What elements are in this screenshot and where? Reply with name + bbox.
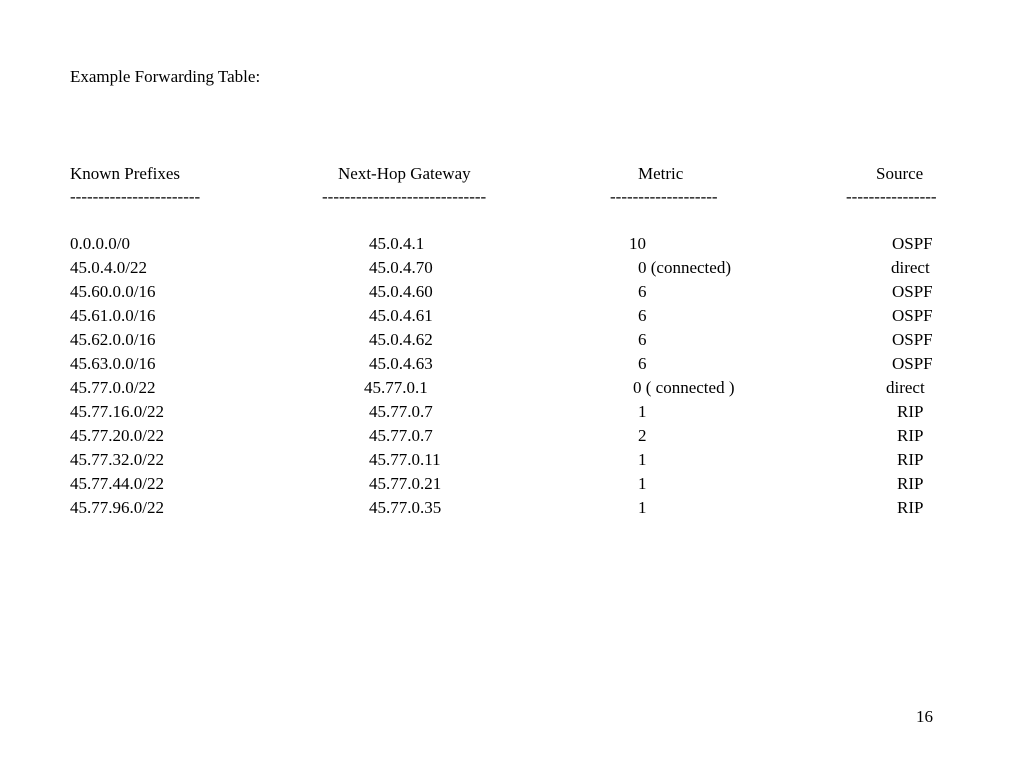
cell-gateway: 45.0.4.63: [369, 354, 433, 373]
cell-prefix: 45.77.44.0/22: [70, 474, 164, 493]
header-metric: Metric: [638, 164, 684, 183]
cell-metric: 2: [638, 426, 647, 445]
slide-title: Example Forwarding Table:: [70, 67, 261, 86]
cell-gateway: 45.0.4.61: [369, 306, 433, 325]
cell-gateway: 45.0.4.1: [369, 234, 425, 253]
cell-source: RIP: [897, 426, 924, 445]
cell-metric: 1: [638, 498, 647, 517]
cell-prefix: 45.77.16.0/22: [70, 402, 164, 421]
cell-metric: 6: [638, 306, 647, 325]
cell-metric: 10: [629, 234, 646, 253]
cell-prefix: 45.62.0.0/16: [70, 330, 156, 349]
cell-metric: 6: [638, 354, 647, 373]
cell-gateway: 45.77.0.11: [369, 450, 441, 469]
cell-source: direct: [886, 378, 925, 397]
cell-metric: 1: [638, 402, 647, 421]
cell-source: OSPF: [892, 234, 933, 253]
cell-source: RIP: [897, 450, 924, 469]
cell-gateway: 45.77.0.1: [364, 378, 428, 397]
cell-prefix: 45.60.0.0/16: [70, 282, 156, 301]
cell-source: OSPF: [892, 354, 933, 373]
cell-prefix: 45.77.20.0/22: [70, 426, 164, 445]
divider-metric: -------------------: [610, 187, 718, 206]
cell-metric: 0 ( connected ): [633, 378, 735, 397]
header-known-prefixes: Known Prefixes: [70, 164, 181, 183]
cell-gateway: 45.77.0.35: [369, 498, 442, 517]
cell-gateway: 45.77.0.7: [369, 426, 433, 445]
cell-prefix: 45.63.0.0/16: [70, 354, 156, 373]
cell-source: RIP: [897, 402, 924, 421]
cell-source: RIP: [897, 474, 924, 493]
divider-source: ----------------: [846, 187, 937, 206]
cell-gateway: 45.77.0.21: [369, 474, 442, 493]
cell-metric: 1: [638, 474, 647, 493]
page-number: 16: [916, 707, 933, 726]
cell-prefix: 45.77.0.0/22: [70, 378, 156, 397]
divider-gateway: -----------------------------: [322, 187, 487, 206]
cell-prefix: 0.0.0.0/0: [70, 234, 130, 253]
cell-gateway: 45.0.4.60: [369, 282, 433, 301]
cell-prefix: 45.0.4.0/22: [70, 258, 147, 277]
cell-source: direct: [891, 258, 930, 277]
cell-gateway: 45.77.0.7: [369, 402, 433, 421]
cell-metric: 6: [638, 282, 647, 301]
cell-gateway: 45.0.4.70: [369, 258, 433, 277]
header-next-hop-gateway: Next-Hop Gateway: [338, 164, 471, 183]
cell-metric: 6: [638, 330, 647, 349]
divider-prefix: -----------------------: [70, 187, 201, 206]
cell-prefix: 45.77.32.0/22: [70, 450, 164, 469]
cell-source: OSPF: [892, 330, 933, 349]
cell-gateway: 45.0.4.62: [369, 330, 433, 349]
cell-source: RIP: [897, 498, 924, 517]
cell-metric: 1: [638, 450, 647, 469]
header-source: Source: [876, 164, 924, 183]
cell-source: OSPF: [892, 282, 933, 301]
cell-prefix: 45.77.96.0/22: [70, 498, 164, 517]
cell-metric: 0 (connected): [638, 258, 731, 277]
cell-prefix: 45.61.0.0/16: [70, 306, 156, 325]
cell-source: OSPF: [892, 306, 933, 325]
